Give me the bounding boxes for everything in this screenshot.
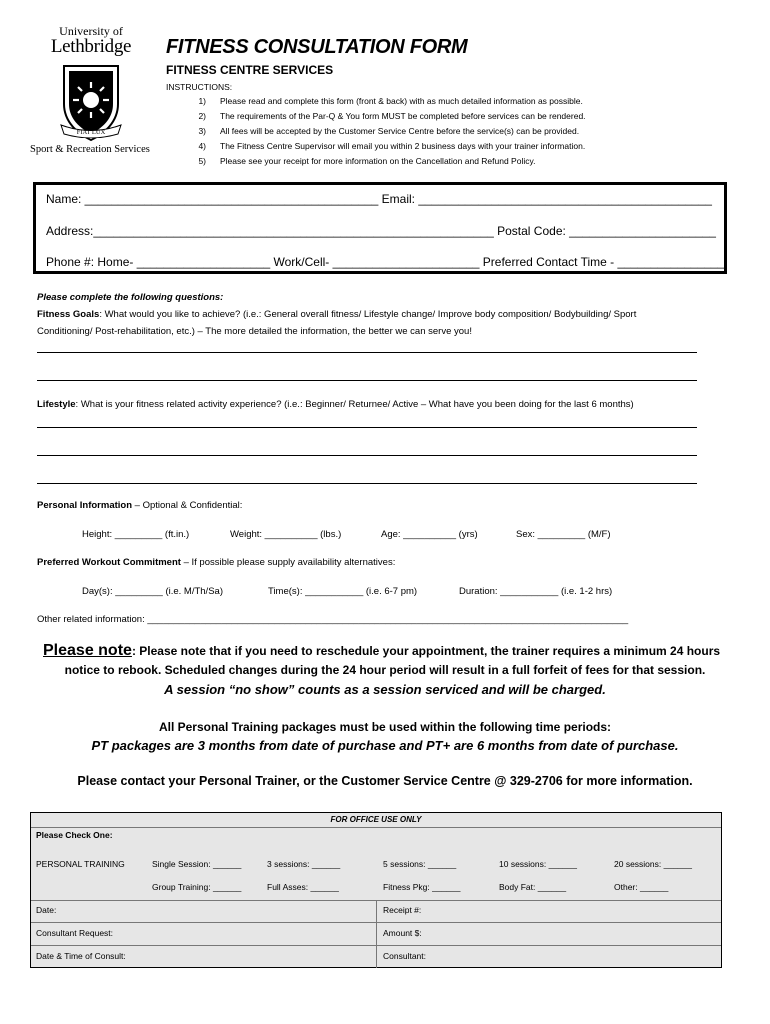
instruction-item: 4) The Fitness Centre Supervisor will email you within 2 business days with your trainer information.: [198, 141, 586, 151]
page-subtitle: FITNESS CENTRE SERVICES: [166, 63, 334, 77]
days-field[interactable]: Day(s): _________ (i.e. M/Th/Sa): [82, 586, 223, 597]
body-fat-field[interactable]: Body Fat: ______: [499, 882, 567, 892]
personal-training-label: PERSONAL TRAINING: [36, 859, 125, 869]
name-email-field[interactable]: Name: ____________________________________________ Email: ____________________________________________: [46, 192, 712, 206]
no-show-notice: A session “no show” counts as a session serviced and will be charged.: [164, 682, 606, 697]
lifestyle-answer-line[interactable]: [37, 427, 697, 428]
contact-info-box: [33, 182, 727, 274]
full-asses-field[interactable]: Full Asses: ______: [267, 882, 339, 892]
contact-notice: Please contact your Personal Trainer, or the Customer Service Centre @ 329-2706 for more information.: [77, 774, 693, 788]
height-field[interactable]: Height: _________ (ft.in.): [82, 529, 190, 540]
fitness-goals-question: Fitness Goals: What would you like to achieve? (i.e.: General overall fitness/ Lifestyle change/ Improve body composition/ Bodybuilding/ Sport: [37, 309, 637, 320]
sex-field[interactable]: Sex: _________ (M/F): [516, 529, 611, 540]
lifestyle-answer-line[interactable]: [37, 455, 697, 456]
reschedule-notice: Please note: Please note that if you need to reschedule your appointment, the trainer requires a minimum 24 hours: [43, 642, 721, 659]
workout-commitment-label: Preferred Workout Commitment – If possible please supply availability alternatives:: [37, 557, 396, 568]
single-session-field[interactable]: Single Session: ______: [152, 859, 242, 869]
lifestyle-question: Lifestyle: What is your fitness related activity experience? (i.e.: Beginner/ Returnee/ Active – What have you been doing for the last 6 months): [37, 399, 634, 410]
five-sessions-field[interactable]: 5 sessions: ______: [383, 859, 457, 869]
ten-sessions-field[interactable]: 10 sessions: ______: [499, 859, 577, 869]
fitness-pkg-field[interactable]: Fitness Pkg: ______: [383, 882, 461, 892]
goals-answer-line[interactable]: [37, 352, 697, 353]
logo-dept: Sport & Recreation Services: [30, 144, 150, 155]
age-field[interactable]: Age: __________ (yrs): [381, 529, 478, 540]
instruction-item: 1) Please read and complete this form (front & back) with as much detailed information as possible.: [198, 96, 583, 106]
fitness-goals-question-cont: Conditioning/ Post-rehabilitation, etc.) – The more detailed the information, the better we can serve you!: [37, 326, 472, 337]
date-field[interactable]: Date:: [36, 905, 57, 915]
questions-heading: Please complete the following questions:: [37, 292, 224, 303]
twenty-sessions-field[interactable]: 20 sessions: ______: [614, 859, 692, 869]
other-info-field[interactable]: Other related information: ___________________________________________________________________________________________: [37, 614, 629, 625]
consultant-request-field[interactable]: Consultant Request:: [36, 928, 114, 938]
group-training-field[interactable]: Group Training: ______: [152, 882, 242, 892]
lifestyle-answer-line[interactable]: [37, 483, 697, 484]
motto-banner: [60, 122, 122, 138]
motto-text: FIAT LUX: [76, 129, 106, 136]
phone-fields[interactable]: Phone #: Home- ____________________ Work/Cell- ______________________ Preferred Contact Time - ________________: [46, 255, 725, 269]
logo-line2: Lethbridge: [50, 36, 132, 57]
package-notice: All Personal Training packages must be used within the following time periods:: [158, 720, 612, 734]
instruction-item: 3) All fees will be accepted by the Customer Service Centre before the service(s) can be provided.: [198, 126, 580, 136]
package-periods: PT packages are 3 months from date of purchase and PT+ are 6 months from date of purchase.: [91, 738, 679, 753]
reschedule-notice-cont: notice to rebook. Scheduled changes during the 24 hour period will result in a full forfeit of fees for that session.: [64, 663, 706, 677]
personal-info-label: Personal Information – Optional & Confidential:: [37, 500, 243, 511]
other-field[interactable]: Other: ______: [614, 882, 669, 892]
logo-line1: University of: [59, 24, 123, 38]
address-postal-field[interactable]: Address:____________________________________________________________ Postal Code: ______________________: [46, 224, 716, 238]
instructions-list: [176, 95, 586, 170]
times-field[interactable]: Time(s): ___________ (i.e. 6-7 pm): [268, 586, 418, 597]
amount-field[interactable]: Amount $:: [383, 928, 422, 938]
consult-datetime-field[interactable]: Date & Time of Consult:: [36, 951, 126, 961]
instructions-label: INSTRUCTIONS:: [166, 82, 233, 92]
receipt-field[interactable]: Receipt #:: [383, 905, 422, 915]
instruction-item: 5) Please see your receipt for more information on the Cancellation and Refund Policy.: [198, 156, 536, 166]
three-sessions-field[interactable]: 3 sessions: ______: [267, 859, 341, 869]
office-use-box: [30, 812, 722, 968]
consultant-field[interactable]: Consultant:: [383, 951, 426, 961]
weight-field[interactable]: Weight: __________ (lbs.): [230, 529, 342, 540]
check-one-label: Please Check One:: [36, 830, 113, 840]
office-use-heading: FOR OFFICE USE ONLY: [330, 815, 422, 824]
page-title: FITNESS CONSULTATION FORM: [166, 36, 468, 58]
instruction-item: 2) The requirements of the Par-Q & You form MUST be completed before services can be rendered.: [198, 111, 586, 121]
duration-field[interactable]: Duration: ___________ (i.e. 1-2 hrs): [459, 586, 613, 597]
goals-answer-line[interactable]: [37, 380, 697, 381]
university-logo: [30, 24, 155, 164]
